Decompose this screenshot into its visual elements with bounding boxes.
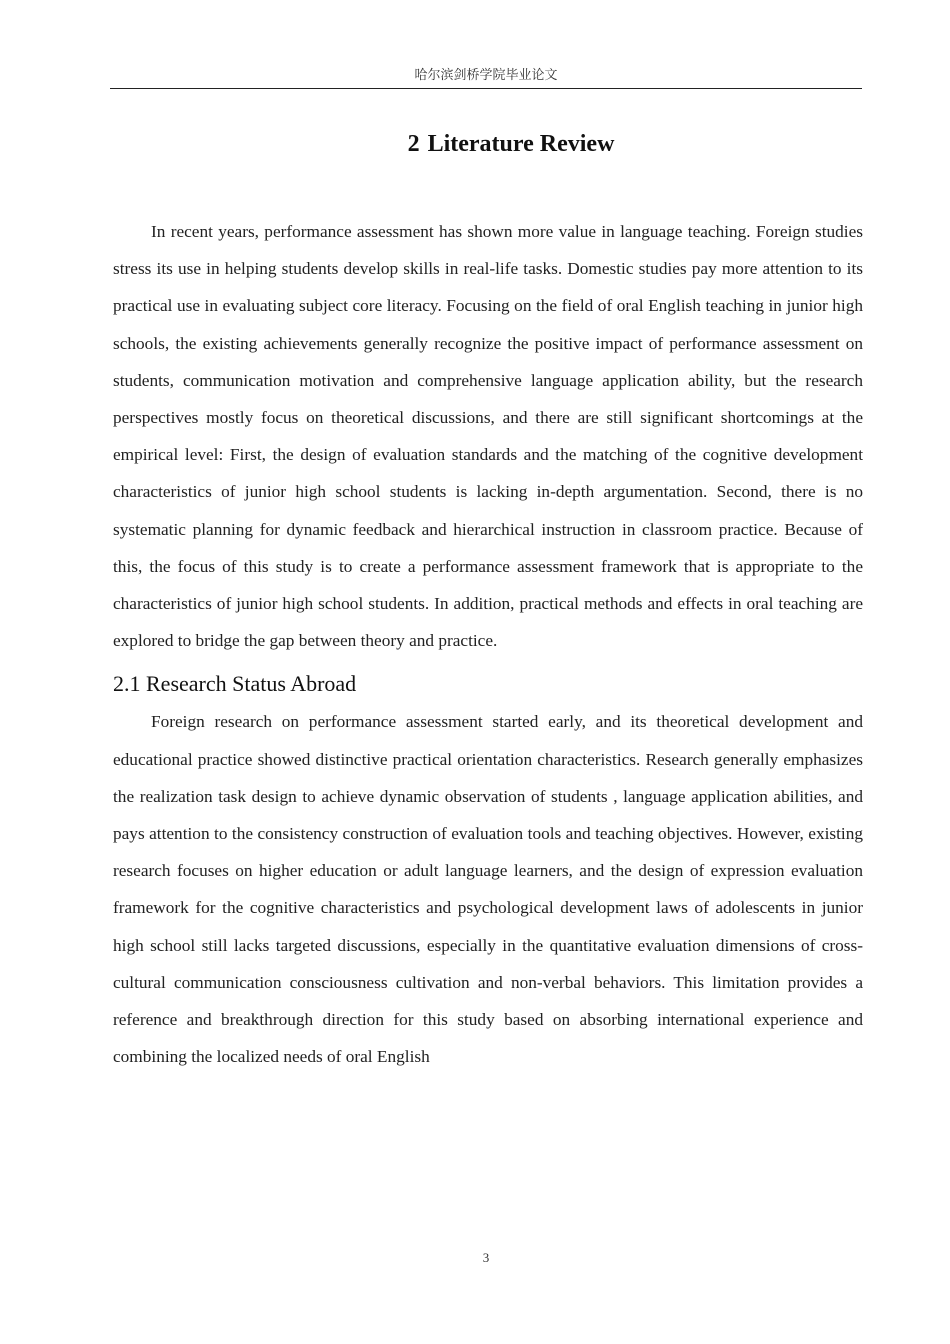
page-number: 3 (482, 1250, 490, 1265)
section-2-1-paragraph: Foreign research on performance assessment started early, and its theoretical development and educational practice showed distinctive practical orientation characteristics. Research generally emphasizes the realization task design to achieve dynamic observation of students , language application abilities, and pays attention to the consistency construction of evaluation tools and teaching objectives. However, existing research focuses on higher education or adult language learners, and the design of expression evaluation framework for the cognitive characteristics and psychological development laws of adolescents in junior high school still lacks targeted discussions, especially in the quantitative evaluation dimensions of cross-cultural communication consciousness cultivation and non-verbal behaviors. This limitation provides a reference and breakthrough direction for this study based on absorbing international experience and combining the localized needs of oral English (113, 712, 863, 1067)
chapter-number: 2 (407, 131, 420, 157)
section-heading-2-1: 2.1 Research Status Abroad (113, 671, 357, 697)
header-divider (110, 88, 862, 89)
intro-paragraph: In recent years, performance assessment has shown more value in language teaching. Foreign studies stress its use in helping students develop skills in real-life tasks. Domestic studies pay more attention to its practical use in evaluating subject core literacy. Focusing on the field of oral English teaching in junior high schools, the existing achievements generally recognize the positive impact of performance assessment on students, communication motivation and comprehensive language application ability, but the research perspectives mostly focus on theoretical discussions, and there are still significant shortcomings at the empirical level: First, the design of evaluation standards and the matching of the cognitive development characteristics of junior high school students is lacking in-depth argumentation. Second, there is no systematic planning for dynamic feedback and hierarchical instruction in classroom practice. Because of this, the focus of this study is to create a performance assessment framework that is appropriate to the characteristics of junior high school students. In addition, practical methods and effects in oral teaching are explored to bridge the gap between theory and practice. (113, 222, 863, 651)
body-content (113, 213, 863, 1075)
chapter-title (110, 128, 912, 160)
running-header: 哈尔滨剑桥学院毕业论文 (414, 67, 558, 82)
chapter-title-text: Literature Review (427, 131, 615, 157)
